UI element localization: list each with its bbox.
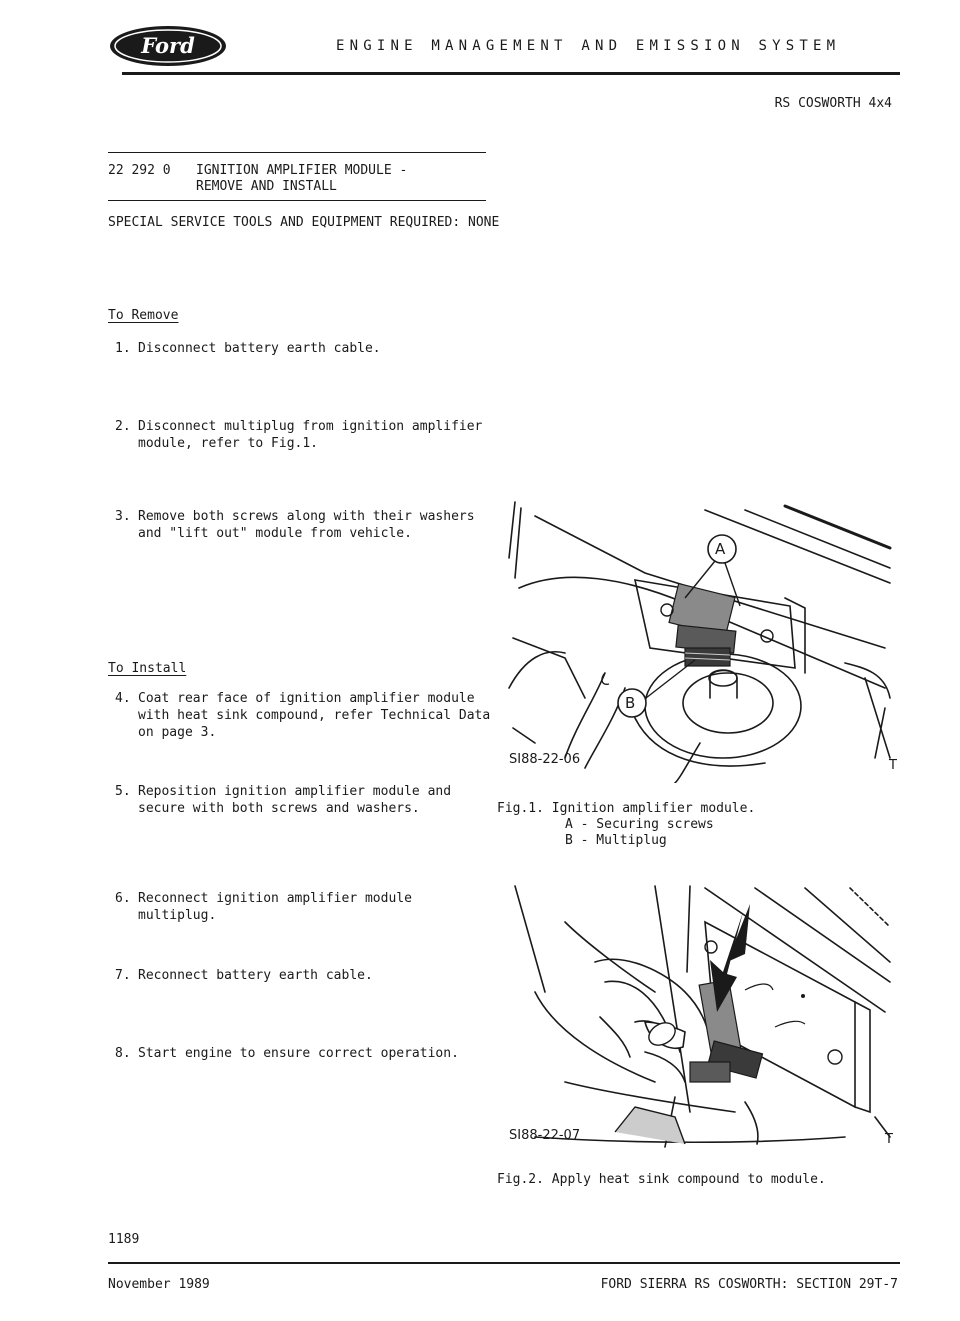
figure-key-b: B - Multiplug xyxy=(565,833,667,848)
figure-heat-sink-compound xyxy=(505,882,900,1152)
page-number: 1189 xyxy=(108,1232,140,1247)
step-text: Reposition ignition amplifier module and xyxy=(138,784,452,799)
step-number: 3. xyxy=(115,509,131,524)
header-rule xyxy=(122,72,900,75)
figure-ignition-amplifier-module xyxy=(505,498,900,783)
step-text: with heat sink compound, refer Technical Data xyxy=(138,708,491,723)
footer-section: FORD SIERRA RS COSWORTH: SECTION 29T-7 xyxy=(600,1277,898,1292)
operation-number: 22 292 0 xyxy=(108,163,171,178)
step-number: 2. xyxy=(115,419,131,434)
step-number: 1. xyxy=(115,341,131,356)
callout-a-label: A xyxy=(715,540,726,558)
ford-logo-text: Ford xyxy=(141,33,195,58)
step-text: Start engine to ensure correct operation. xyxy=(138,1046,459,1061)
remove-heading: To Remove xyxy=(108,308,179,323)
install-heading: To Install xyxy=(108,661,187,676)
figure-key-a: A - Securing screws xyxy=(565,817,714,832)
step-text: multiplug. xyxy=(138,908,217,923)
callout-b-label: B xyxy=(625,694,636,712)
step-number: 8. xyxy=(115,1046,131,1061)
model-label: RS COSWORTH 4x4 xyxy=(774,96,892,111)
step-text: Reconnect ignition amplifier module xyxy=(138,891,412,906)
operation-rule-top xyxy=(108,152,486,153)
footer-date: November 1989 xyxy=(108,1277,210,1292)
step-number: 6. xyxy=(115,891,131,906)
operation-title-line1: IGNITION AMPLIFIER MODULE - xyxy=(196,163,408,178)
step-text: on page 3. xyxy=(138,725,217,740)
step-text: Coat rear face of ignition amplifier module xyxy=(138,691,475,706)
step-number: 7. xyxy=(115,968,131,983)
figure-corner-mark: T xyxy=(889,758,897,773)
page-header-title: ENGINE MANAGEMENT AND EMISSION SYSTEM xyxy=(336,38,841,54)
figure-ref-code: SI88-22-06 xyxy=(509,752,581,767)
ford-logo xyxy=(108,24,228,68)
figure-caption: Fig.2. Apply heat sink compound to module. xyxy=(497,1172,826,1187)
step-text: secure with both screws and washers. xyxy=(138,801,420,816)
step-text: Disconnect battery earth cable. xyxy=(138,341,381,356)
operation-title-line2: REMOVE AND INSTALL xyxy=(196,179,337,194)
step-text: Remove both screws along with their washers xyxy=(138,509,475,524)
step-number: 5. xyxy=(115,784,131,799)
step-text: Reconnect battery earth cable. xyxy=(138,968,373,983)
figure-ref-code: SI88-22-07 xyxy=(509,1128,581,1143)
tools-required: SPECIAL SERVICE TOOLS AND EQUIPMENT REQUIRED: NONE xyxy=(108,215,500,230)
footer-rule xyxy=(108,1262,900,1264)
step-number: 4. xyxy=(115,691,131,706)
figure-corner-mark: T xyxy=(885,1132,893,1147)
step-text: module, refer to Fig.1. xyxy=(138,436,319,451)
step-text: Disconnect multiplug from ignition amplifier xyxy=(138,419,483,434)
step-text: and "lift out" module from vehicle. xyxy=(138,526,412,541)
operation-rule-bottom xyxy=(108,200,486,201)
figure-caption: Fig.1. Ignition amplifier module. xyxy=(497,801,756,816)
